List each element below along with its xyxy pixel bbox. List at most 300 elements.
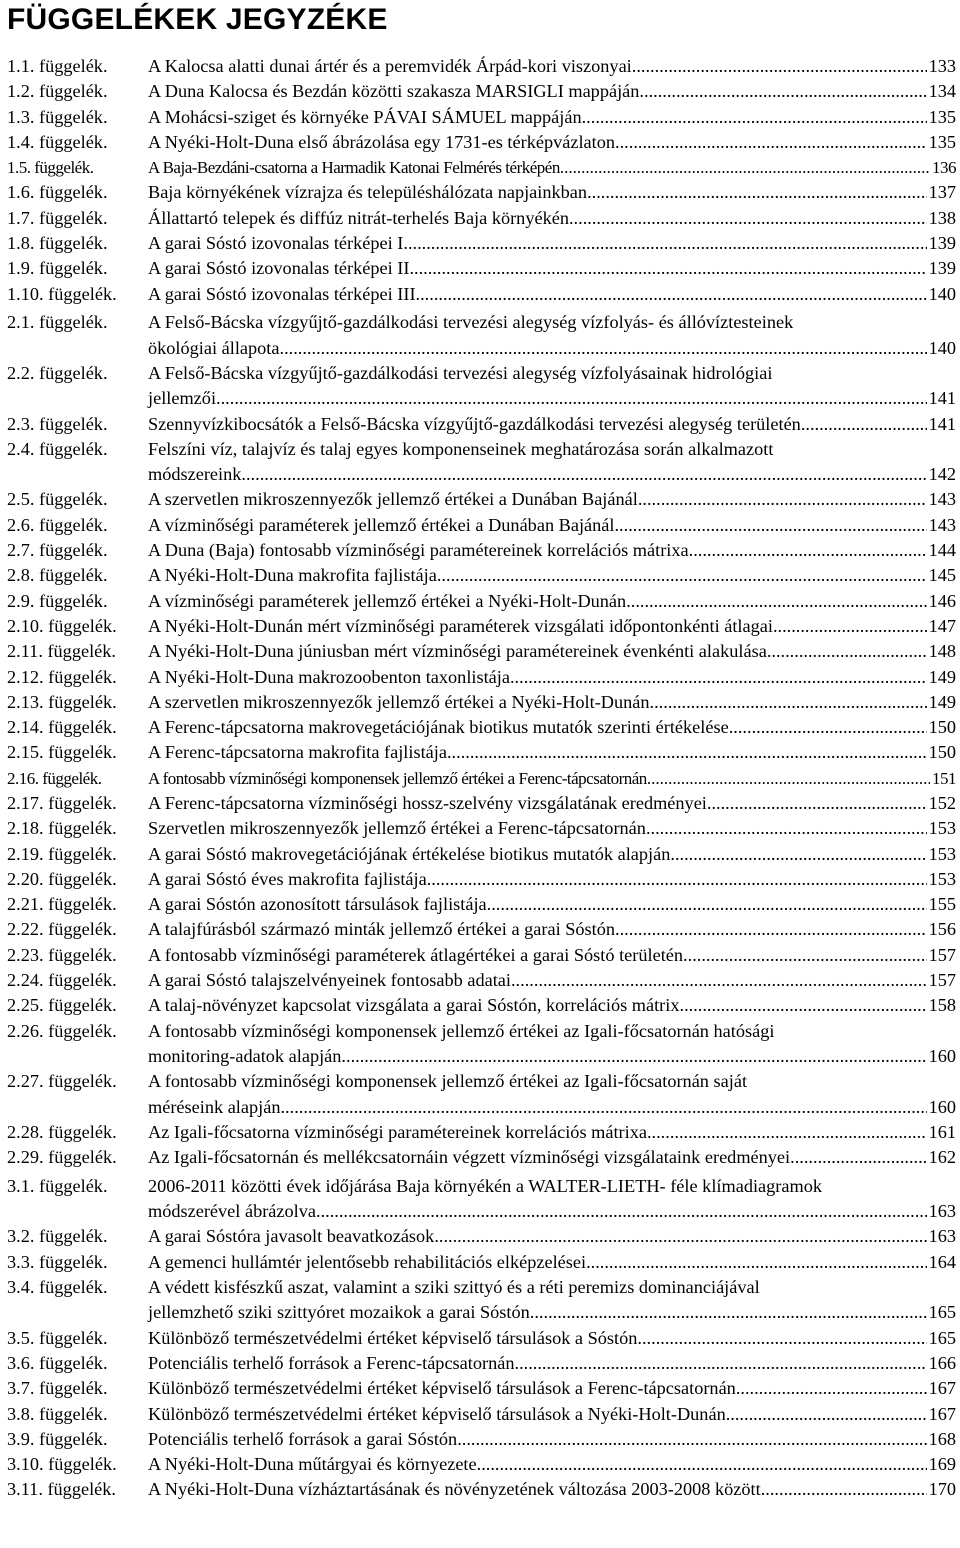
appendix-entry[interactable]: [0, 1145, 960, 1170]
appendix-body: [148, 256, 960, 281]
appendix-leader-row: [148, 1250, 956, 1275]
dot-leader: [647, 1120, 927, 1145]
appendix-leader-row: [148, 513, 956, 538]
page-number: 150: [928, 717, 956, 738]
dot-leader: [487, 892, 927, 917]
appendix-leader-row: [148, 690, 956, 715]
dot-leader: [280, 1095, 926, 1120]
appendix-number: 2.16. függelék.: [7, 768, 102, 788]
page-number: 150: [928, 742, 956, 763]
appendix-entry[interactable]: [0, 715, 960, 740]
appendix-title: A Mohácsi-sziget és környéke PÁVAI SÁMUEL mappáján: [148, 106, 582, 127]
page-number: 137: [928, 182, 956, 203]
appendix-entry[interactable]: [0, 1326, 960, 1351]
dot-leader: [477, 1452, 927, 1477]
appendix-number: 1.6. függelék.: [7, 182, 108, 203]
appendix-number: 2.19. függelék.: [7, 843, 117, 864]
appendix-title-line: Felszíni víz, talajvíz és talaj egyes komponenseinek meghatározása során alkalmazott: [148, 438, 774, 459]
appendix-body: [148, 740, 960, 765]
appendix-entry[interactable]: [0, 180, 960, 205]
dot-leader: [569, 206, 927, 231]
page-number: 141: [928, 388, 956, 409]
appendix-body: [148, 1427, 960, 1452]
appendix-body: [148, 968, 960, 993]
appendix-title: Az Igali-főcsatornán és mellékcsatornáin végzett vízminőségi vizsgálataink eredményei: [148, 1147, 791, 1168]
appendix-title: Különböző természetvédelmi értéket képviselő társulások a Sóstón: [148, 1327, 638, 1348]
appendix-entry[interactable]: [0, 282, 960, 307]
appendix-entry[interactable]: [0, 1250, 960, 1275]
appendix-title: A garai Sóstó izovonalas térképei I.: [148, 233, 408, 254]
appendix-number: 2.18. függelék.: [7, 818, 117, 839]
appendix-leader-row: [148, 968, 956, 993]
appendix-number: 2.14. függelék.: [7, 717, 117, 738]
appendix-body: [148, 1326, 960, 1351]
appendix-number: 1.4. függelék.: [7, 131, 108, 152]
page-number: 165: [928, 1327, 956, 1348]
appendix-leader-row: [148, 1145, 956, 1170]
appendix-title: A Ferenc-tápcsatorna makrofita fajlistája: [148, 742, 447, 763]
appendix-number: 2.15. függelék.: [7, 742, 117, 763]
page-number: 143: [928, 489, 956, 510]
appendix-number: 3.4. függelék.: [7, 1277, 108, 1298]
appendix-leader-row: [148, 1376, 956, 1401]
appendix-leader-row: [148, 1402, 956, 1427]
appendix-list: [0, 54, 960, 1503]
page-number: 146: [928, 590, 956, 611]
appendix-body: [148, 943, 960, 968]
page-number: 134: [928, 81, 956, 102]
dot-leader: [726, 1402, 927, 1427]
page-number: 142: [928, 464, 956, 485]
appendix-entry[interactable]: [0, 1376, 960, 1401]
appendix-entry[interactable]: [0, 563, 960, 588]
page-number: 135: [928, 131, 956, 152]
appendix-body: [148, 589, 960, 614]
appendix-number: 1.8. függelék.: [7, 233, 108, 254]
page-number: 153: [928, 868, 956, 889]
appendix-body: [148, 538, 960, 563]
dot-leader: [434, 1224, 926, 1249]
appendix-body: [148, 155, 960, 180]
appendix-number: 3.3. függelék.: [7, 1251, 108, 1272]
appendix-title: A Nyéki-Holt-Duna vízháztartásának és növényzetének változása 2003-2008 között: [148, 1479, 761, 1500]
appendix-number: 2.4. függelék.: [7, 438, 108, 459]
appendix-entry[interactable]: [0, 1019, 960, 1070]
page-number: 165: [928, 1302, 956, 1323]
page-number: 153: [928, 818, 956, 839]
appendix-title: A Nyéki-Holt-Duna makrofita fajlistája: [148, 565, 437, 586]
appendix-number: 2.5. függelék.: [7, 489, 108, 510]
dot-leader: [790, 1145, 926, 1170]
dot-leader: [510, 665, 927, 690]
appendix-entry[interactable]: [0, 155, 960, 180]
dot-leader: [736, 1376, 927, 1401]
dot-leader: [420, 282, 926, 307]
page-number: 167: [928, 1378, 956, 1399]
appendix-number: 2.17. függelék.: [7, 793, 117, 813]
appendix-leader-row: [148, 791, 956, 816]
appendix-number: 2.29. függelék.: [7, 1147, 117, 1168]
appendix-number: 3.6. függelék.: [7, 1352, 108, 1373]
appendix-entry[interactable]: [0, 791, 960, 816]
appendix-body: [148, 1376, 960, 1401]
appendix-title: A Baja-Bezdáni-csatorna a Harmadik Katonai Felmérés térképén: [148, 158, 560, 178]
appendix-title: A Ferenc-tápcsatorna makrovegetációjának biotikus mutatók szerinti értékelése: [148, 717, 729, 738]
appendix-number: 1.2. függelék.: [7, 81, 108, 102]
appendix-body: [148, 105, 960, 130]
page-number: 157: [928, 970, 956, 991]
page-number: 158: [928, 995, 956, 1016]
appendix-entry[interactable]: [0, 105, 960, 130]
appendix-leader-row: [148, 816, 956, 841]
dot-leader: [615, 130, 927, 155]
appendix-body: [148, 1402, 960, 1427]
appendix-number: 2.28. függelék.: [7, 1121, 117, 1142]
appendix-title: Állattartó telepek és diffúz nitrát-terhelés Baja környékén: [148, 207, 569, 228]
appendix-entry[interactable]: [0, 665, 960, 690]
page-number: 138: [928, 207, 956, 228]
appendix-leader-row: [148, 740, 956, 765]
dot-leader: [216, 386, 927, 411]
appendix-number: 3.8. függelék.: [7, 1403, 108, 1424]
appendix-body: [148, 639, 960, 664]
dot-leader: [647, 766, 930, 791]
dot-leader: [801, 412, 927, 437]
appendix-body: [148, 310, 960, 361]
dot-leader: [511, 968, 927, 993]
appendix-entry[interactable]: [0, 842, 960, 867]
appendix-entry[interactable]: [0, 206, 960, 231]
appendix-leader-row: [148, 54, 956, 79]
appendix-body: [148, 1174, 960, 1225]
appendix-body: [148, 1351, 960, 1376]
appendix-number: 2.22. függelék.: [7, 919, 117, 940]
appendix-body: [148, 487, 960, 512]
appendix-title: A talaj-növényzet kapcsolat vizsgálata a garai Sóstón, korrelációs mátrix: [148, 995, 680, 1016]
dot-leader: [582, 105, 927, 130]
appendix-title: Szervetlen mikroszennyezők jellemző értékei a Ferenc-tápcsatornán: [148, 818, 646, 839]
appendix-leader-row: [148, 79, 956, 104]
appendix-leader-row: [148, 766, 956, 791]
dot-leader: [638, 487, 927, 512]
appendix-entry[interactable]: [0, 639, 960, 664]
appendix-entry[interactable]: [0, 614, 960, 639]
appendix-title: jellemzői: [148, 388, 217, 409]
appendix-number: 2.6. függelék.: [7, 514, 108, 535]
appendix-entry[interactable]: [0, 1427, 960, 1452]
page-title: FÜGGELÉKEK JEGYZÉKE: [7, 3, 388, 36]
appendix-body: [148, 361, 960, 412]
appendix-title: A garai Sóstó izovonalas térképei II.: [148, 258, 415, 279]
appendix-title: A talajfúrásból származó minták jellemző értékei a garai Sóstón: [148, 919, 616, 940]
appendix-entry[interactable]: [0, 1120, 960, 1145]
appendix-entry[interactable]: [0, 1224, 960, 1249]
appendix-entry[interactable]: [0, 1069, 960, 1120]
page-number: 140: [928, 283, 956, 304]
appendix-leader-row: [148, 462, 956, 487]
appendix-title: Potenciális terhelő források a Ferenc-tápcsatornán: [148, 1352, 515, 1373]
appendix-body: [148, 1120, 960, 1145]
appendix-title: jellemzhető sziki szittyóret mozaikok a garai Sóstón: [148, 1302, 530, 1323]
dot-leader: [689, 538, 927, 563]
appendix-entry[interactable]: [0, 130, 960, 155]
appendix-entry[interactable]: [0, 917, 960, 942]
appendix-number: 1.10. függelék.: [7, 283, 117, 304]
dot-leader: [670, 842, 926, 867]
appendix-number: 1.5. függelék.: [7, 158, 94, 178]
appendix-leader-row: [148, 1095, 956, 1120]
dot-leader: [615, 917, 927, 942]
page-number: 157: [928, 944, 956, 965]
appendix-number: 1.3. függelék.: [7, 106, 108, 127]
appendix-leader-row: [148, 1452, 956, 1477]
page-number: 167: [928, 1403, 956, 1424]
appendix-body: [148, 513, 960, 538]
appendix-body: [148, 791, 960, 816]
page-number: 135: [928, 106, 956, 127]
appendix-entry[interactable]: [0, 892, 960, 917]
appendix-leader-row: [148, 867, 956, 892]
appendix-title-line: A védett kisfészkű aszat, valamint a sziki szittyó és a réti peremizs dominanciájával: [148, 1277, 760, 1298]
appendix-title: A garai Sóstó talajszelvényeinek fontosabb adatai: [148, 970, 511, 991]
appendix-title: Különböző természetvédelmi értéket képviselő társulások a Nyéki-Holt-Dunán: [148, 1403, 726, 1424]
appendix-leader-row: [148, 282, 956, 307]
dot-leader: [437, 563, 927, 588]
appendix-title: A Nyéki-Holt-Duna első ábrázolása egy 1731-es térképvázlaton: [148, 131, 616, 152]
dot-leader: [707, 791, 927, 816]
appendix-number: 2.3. függelék.: [7, 413, 108, 434]
appendix-number: 2.20. függelék.: [7, 868, 117, 889]
appendix-body: [148, 715, 960, 740]
appendix-leader-row: [148, 130, 956, 155]
appendix-leader-row: [148, 715, 956, 740]
appendix-title: A szervetlen mikroszennyezők jellemző értékei a Nyéki-Holt-Dunán: [148, 691, 650, 712]
appendix-title: A fontosabb vízminőségi paraméterek átlagértékei a garai Sóstó területén: [148, 944, 684, 965]
appendix-entry[interactable]: [0, 766, 960, 791]
page-number: 170: [928, 1479, 956, 1500]
appendix-title: monitoring-adatok alapján: [148, 1045, 342, 1066]
appendix-title: Potenciális terhelő források a garai Sóstón: [148, 1428, 458, 1449]
appendix-entry[interactable]: [0, 1402, 960, 1427]
appendix-body: [148, 1224, 960, 1249]
appendix-title: A gemenci hullámtér jelentősebb rehabilitációs elképzelései: [148, 1251, 587, 1272]
appendix-title: Szennyvízkibocsátók a Felső-Bácska vízgyűjtő-gazdálkodási tervezési alegység területén: [148, 413, 801, 434]
appendix-entry[interactable]: [0, 867, 960, 892]
page-number: 136: [932, 158, 956, 178]
appendix-leader-row: [148, 1199, 956, 1224]
appendix-body: [148, 690, 960, 715]
dot-leader: [626, 589, 926, 614]
appendix-number: 2.26. függelék.: [7, 1020, 117, 1041]
page-number: 155: [928, 894, 956, 915]
page-number: 169: [928, 1454, 956, 1475]
dot-leader: [530, 1300, 927, 1325]
appendix-leader-row: [148, 155, 956, 180]
appendix-leader-row: [148, 589, 956, 614]
appendix-title: Különböző természetvédelmi értéket képviselő társulások a Ferenc-tápcsatornán: [148, 1378, 736, 1399]
appendix-title-line: A fontosabb vízminőségi komponensek jellemző értékei az Igali-főcsatornán saját: [148, 1071, 748, 1092]
appendix-leader-row: [148, 665, 956, 690]
appendix-number: 2.1. függelék.: [7, 312, 108, 333]
appendix-entry[interactable]: [0, 1351, 960, 1376]
dot-leader: [773, 614, 927, 639]
appendix-entry[interactable]: [0, 589, 960, 614]
appendix-body: [148, 665, 960, 690]
appendix-entry[interactable]: [0, 740, 960, 765]
page-number: 162: [928, 1147, 956, 1168]
appendix-number: 2.25. függelék.: [7, 995, 117, 1016]
dot-leader: [614, 513, 926, 538]
dot-leader: [729, 715, 927, 740]
appendix-entry[interactable]: [0, 993, 960, 1018]
appendix-entry[interactable]: [0, 513, 960, 538]
dot-leader: [761, 1477, 927, 1502]
appendix-leader-row: [148, 412, 956, 437]
appendix-entry[interactable]: [0, 690, 960, 715]
appendix-body: [148, 79, 960, 104]
appendix-title: A Nyéki-Holt-Duna műtárgyai és környezete: [148, 1454, 477, 1475]
dot-leader: [767, 639, 927, 664]
appendix-leader-row: [148, 256, 956, 281]
appendix-entry[interactable]: [0, 1275, 960, 1326]
dot-leader: [427, 867, 927, 892]
appendix-title: A garai Sóstóra javasolt beavatkozások: [148, 1226, 435, 1247]
appendix-title: A Ferenc-tápcsatorna vízminőségi hossz-szelvény vizsgálatának eredményei: [148, 793, 707, 813]
appendix-number: 2.13. függelék.: [7, 691, 117, 712]
appendix-title: módszerével ábrázolva: [148, 1201, 316, 1222]
dot-leader: [241, 462, 926, 487]
appendix-title: A garai Sóstón azonosított társulások fajlistája: [148, 894, 487, 915]
appendix-body: [148, 206, 960, 231]
appendix-title: A fontosabb vízminőségi komponensek jellemző értékei a Ferenc-tápcsatornán: [148, 768, 647, 788]
appendix-leader-row: [148, 993, 956, 1018]
dot-leader: [341, 1044, 926, 1069]
appendix-title: A garai Sóstó éves makrofita fajlistája: [148, 868, 427, 889]
appendix-leader-row: [148, 1477, 956, 1502]
page-number: 156: [928, 919, 956, 940]
appendix-title: A vízminőségi paraméterek jellemző értékei a Nyéki-Holt-Dunán: [148, 590, 627, 611]
appendix-body: [148, 993, 960, 1018]
appendix-body: [148, 1477, 960, 1502]
dot-leader: [280, 336, 927, 361]
dot-leader: [414, 256, 927, 281]
appendix-title: A Nyéki-Holt-Duna makrozoobenton taxonlistája: [148, 666, 510, 687]
appendix-entry[interactable]: [0, 54, 960, 79]
appendix-number: 2.10. függelék.: [7, 615, 117, 636]
appendix-body: [148, 1250, 960, 1275]
page-number: 147: [928, 615, 956, 636]
page-number: 160: [928, 1045, 956, 1066]
dot-leader: [683, 943, 927, 968]
appendix-number: 2.23. függelék.: [7, 944, 117, 965]
appendix-leader-row: [148, 563, 956, 588]
appendix-title-line: 2006-2011 közötti évek időjárása Baja környékén a WALTER-LIETH- féle klímadiagramok: [148, 1175, 822, 1196]
appendix-leader-row: [148, 842, 956, 867]
appendix-body: [148, 231, 960, 256]
appendix-number: 2.12. függelék.: [7, 666, 117, 687]
page-number: 148: [928, 641, 956, 662]
appendix-entry[interactable]: [0, 412, 960, 437]
appendix-entry[interactable]: [0, 538, 960, 563]
appendix-number: 1.7. függelék.: [7, 207, 108, 228]
appendix-entry[interactable]: [0, 361, 960, 412]
appendix-number: 3.7. függelék.: [7, 1378, 108, 1399]
appendix-title: Az Igali-főcsatorna vízminőségi paramétereinek korrelációs mátrixa: [148, 1121, 647, 1142]
page-number: 145: [928, 565, 956, 586]
appendix-leader-row: [148, 180, 956, 205]
appendix-number: 2.2. függelék.: [7, 362, 108, 383]
appendix-leader-row: [148, 917, 956, 942]
appendix-entry[interactable]: [0, 1477, 960, 1502]
dot-leader: [586, 1250, 927, 1275]
appendix-number: 3.11. függelék.: [7, 1479, 116, 1500]
appendix-entry[interactable]: [0, 968, 960, 993]
appendix-entry[interactable]: [0, 79, 960, 104]
appendix-entry[interactable]: [0, 943, 960, 968]
appendix-leader-row: [148, 943, 956, 968]
appendix-leader-row: [148, 1326, 956, 1351]
appendix-entry[interactable]: [0, 231, 960, 256]
appendix-leader-row: [148, 1300, 956, 1325]
appendix-body: [148, 180, 960, 205]
dot-leader: [632, 54, 927, 79]
appendix-entry[interactable]: [0, 1174, 960, 1225]
page-number: 168: [928, 1428, 956, 1449]
page-number: 163: [928, 1201, 956, 1222]
dot-leader: [650, 690, 927, 715]
dot-leader: [408, 231, 927, 256]
appendix-title: Baja környékének vízrajza és településhálózata napjainkban: [148, 182, 588, 203]
appendix-entry[interactable]: [0, 310, 960, 361]
page-number: 144: [928, 540, 956, 561]
appendix-body: [148, 282, 960, 307]
appendix-number: 3.2. függelék.: [7, 1226, 108, 1247]
appendix-body: [148, 842, 960, 867]
appendix-leader-row: [148, 614, 956, 639]
appendix-title: A garai Sóstó makrovegetációjának értékelése biotikus mutatók alapján: [148, 843, 671, 864]
appendix-number: 2.9. függelék.: [7, 590, 108, 611]
appendix-body: [148, 437, 960, 488]
appendix-number: 2.21. függelék.: [7, 894, 117, 915]
appendix-entry[interactable]: [0, 487, 960, 512]
appendix-entry[interactable]: [0, 816, 960, 841]
appendix-title-line: A Felső-Bácska vízgyűjtő-gazdálkodási tervezési alegység vízfolyásainak hidrológiai: [148, 362, 773, 383]
dot-leader: [639, 79, 926, 104]
appendix-entry[interactable]: [0, 256, 960, 281]
appendix-number: 2.11. függelék.: [7, 641, 116, 662]
page-number: 133: [928, 56, 956, 76]
appendix-number: 1.9. függelék.: [7, 258, 108, 279]
appendix-body: [148, 867, 960, 892]
appendix-body: [148, 614, 960, 639]
appendix-leader-row: [148, 386, 956, 411]
appendix-title-line: A Felső-Bácska vízgyűjtő-gazdálkodási tervezési alegység vízfolyás- és állóvíztesteinek: [148, 312, 794, 333]
page-number: 140: [928, 337, 956, 358]
appendix-title: módszereink: [148, 464, 242, 485]
page-number: 160: [928, 1096, 956, 1117]
appendix-number: 3.9. függelék.: [7, 1428, 108, 1449]
appendix-leader-row: [148, 1351, 956, 1376]
appendix-title: A garai Sóstó izovonalas térképei III.: [148, 283, 421, 304]
appendix-leader-row: [148, 639, 956, 664]
dot-leader: [587, 180, 927, 205]
appendix-leader-row: [148, 1427, 956, 1452]
appendix-number: 1.1. függelék.: [7, 56, 108, 76]
appendix-entry[interactable]: [0, 1452, 960, 1477]
appendix-entry[interactable]: [0, 437, 960, 488]
appendix-body: [148, 1452, 960, 1477]
appendix-body: [148, 1275, 960, 1326]
